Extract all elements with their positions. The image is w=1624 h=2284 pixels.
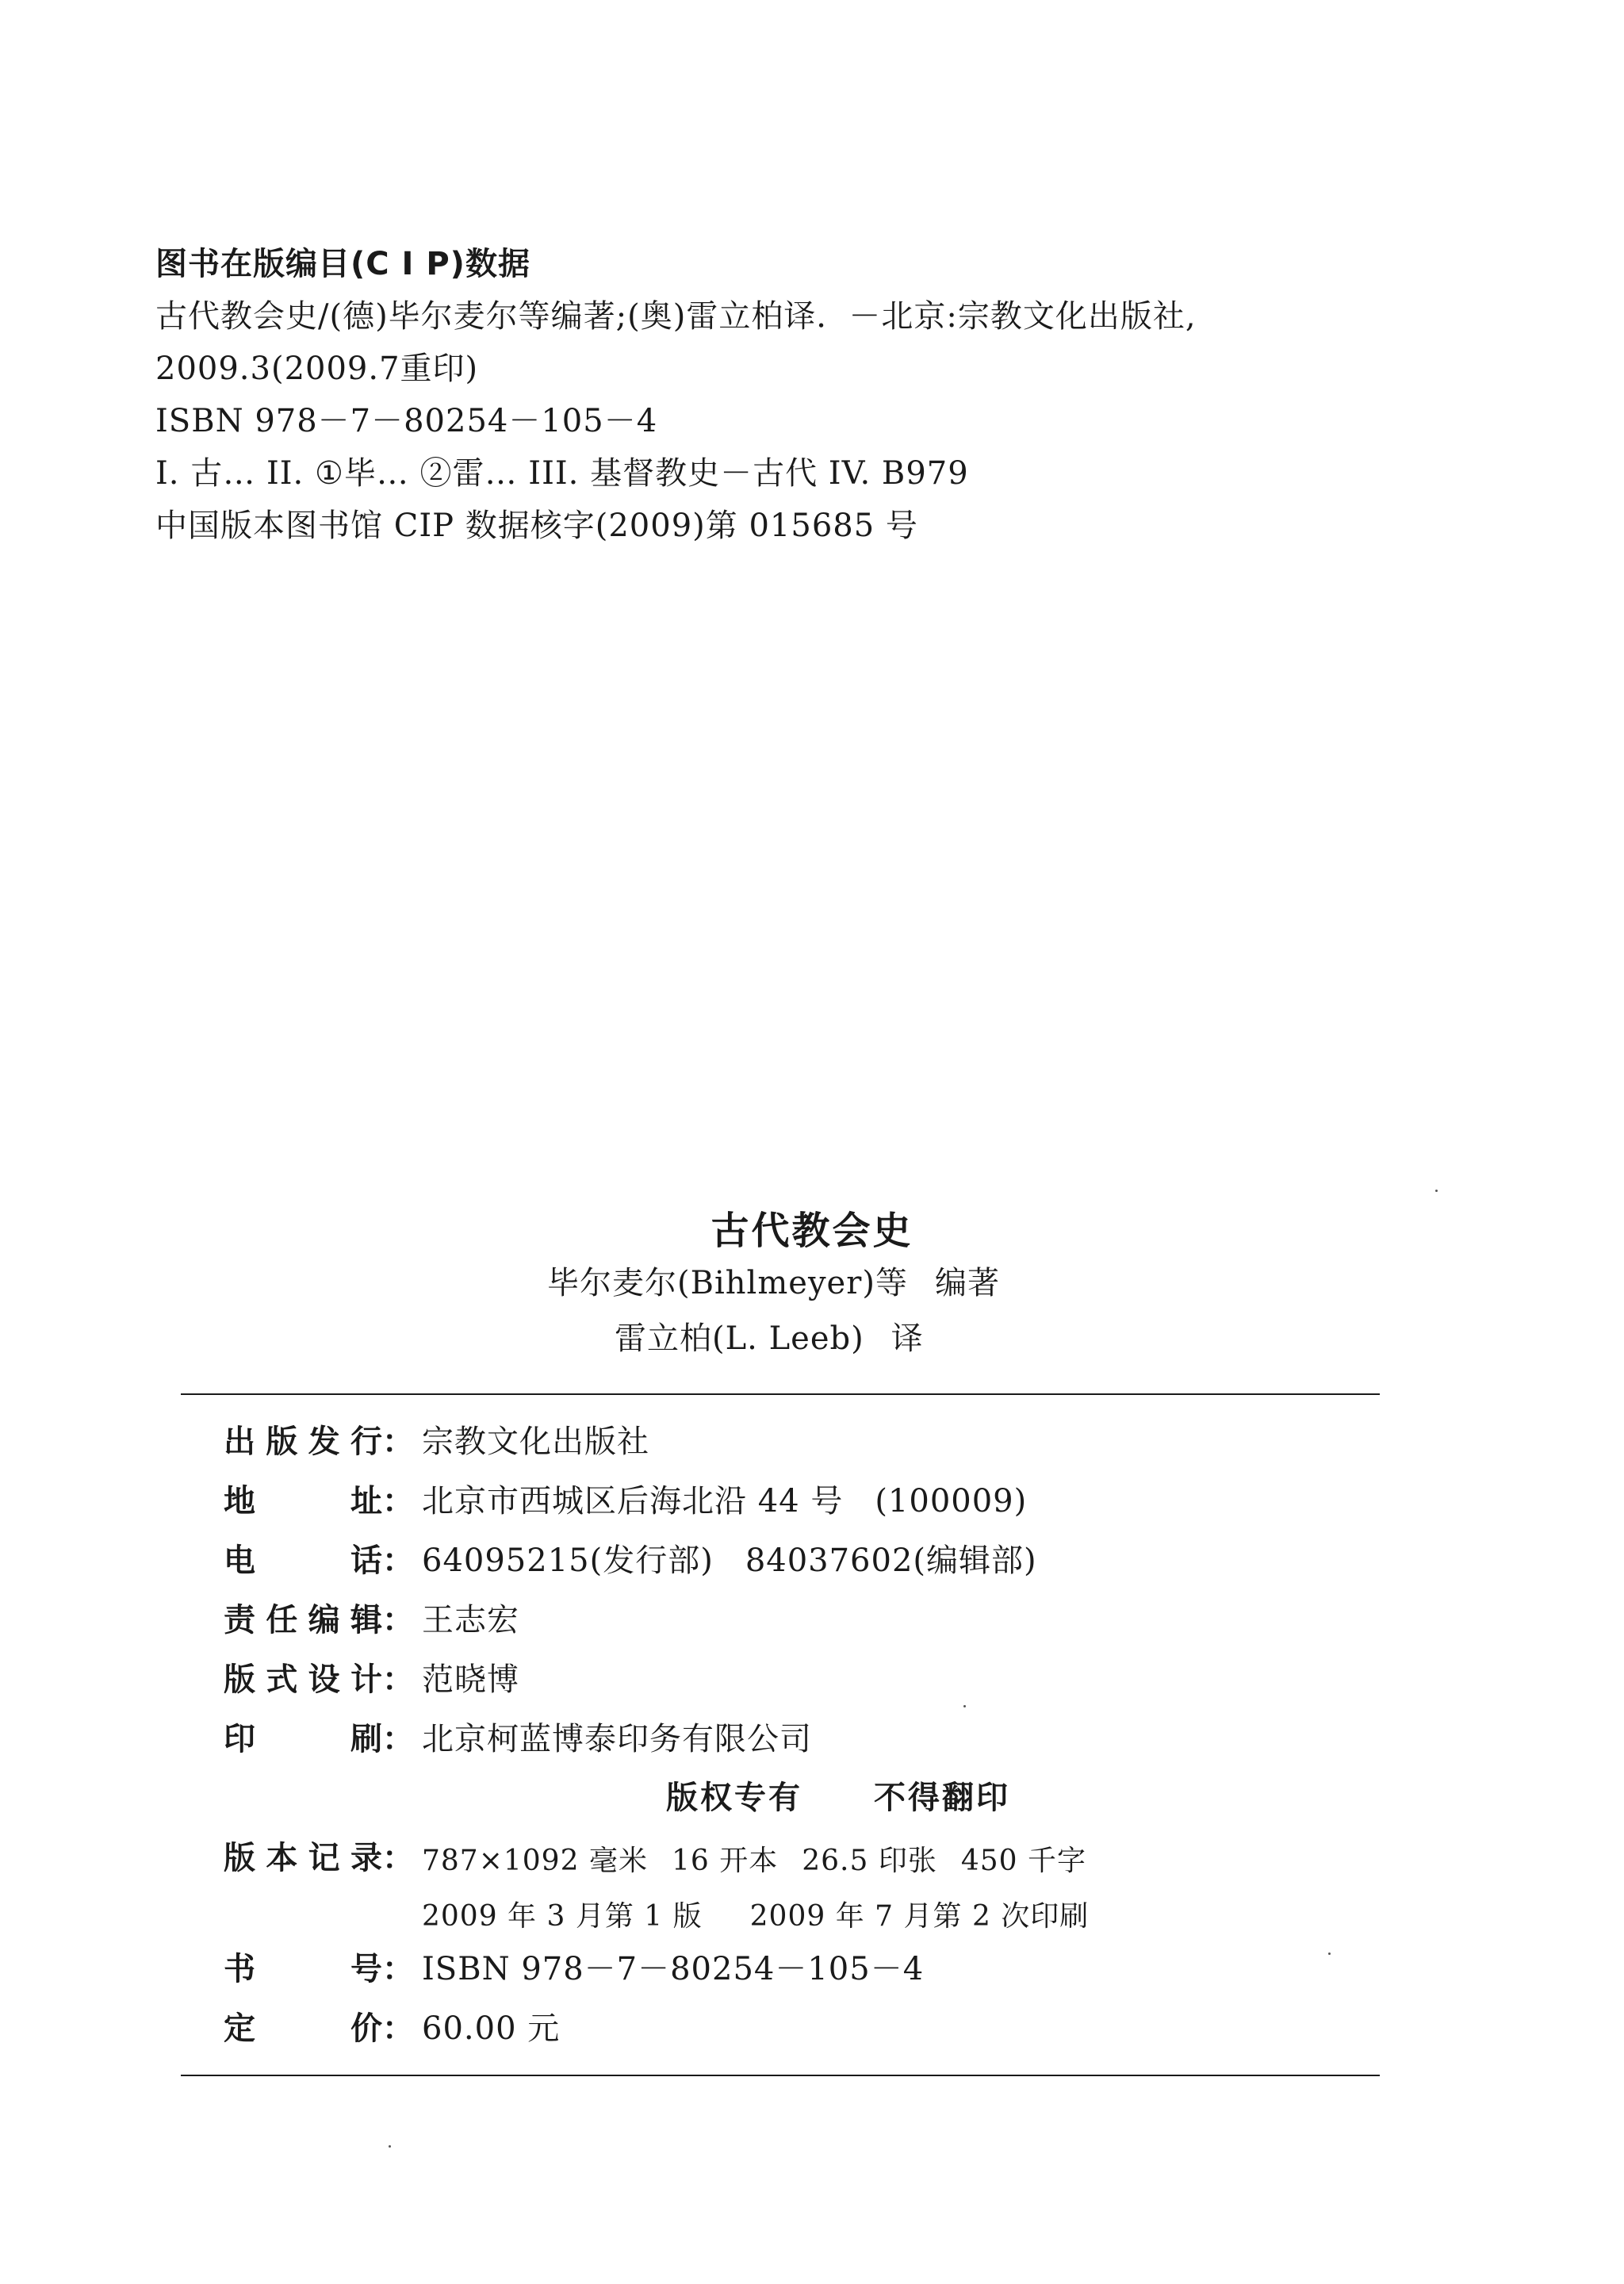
sheet-count: 26.5 印张 (802, 1845, 937, 1877)
no-reprint: 不得翻印 (874, 1780, 1010, 1816)
info-value (422, 1420, 649, 1464)
cip-line-cip-number: 中国版本图书馆 CIP 数据核字(2009)第 015685 号 (155, 508, 918, 544)
label-char: 任 (266, 1602, 298, 1638)
format: 16 开本 (671, 1845, 779, 1877)
info-value (422, 1947, 924, 1991)
label-colon: ： (382, 1542, 414, 1579)
label-char: 定 (224, 2010, 255, 2047)
label-colon: ： (382, 1602, 414, 1638)
translator-credit (615, 1316, 924, 1361)
cip-line-isbn: ISBN 978－7－80254－105－4 (155, 403, 658, 439)
info-row-printer (224, 1709, 1373, 1769)
top-rule (181, 1393, 1380, 1395)
editor-name: 王志宏 (422, 1602, 519, 1638)
info-label (224, 1657, 382, 1702)
label-char: 本 (266, 1840, 298, 1876)
info-row-isbn (224, 1939, 1373, 1998)
phone-editorial: 84037602(编辑部) (745, 1542, 1037, 1579)
scan-speck (963, 1705, 966, 1707)
label-colon: ： (382, 1951, 414, 1987)
price-value: 60.00 元 (422, 2010, 561, 2047)
info-label (224, 1420, 382, 1464)
label-char: 版 (224, 1661, 255, 1698)
label-char: 版 (224, 1840, 255, 1876)
label-colon: ： (382, 2010, 414, 2047)
cip-block (155, 238, 1503, 552)
label-char: 刷 (350, 1721, 382, 1757)
info-row-address (224, 1471, 1373, 1531)
info-row-edition (224, 1828, 1373, 1939)
info-label (224, 1947, 382, 1991)
translator-role: 译 (891, 1320, 924, 1357)
label-char: 址 (350, 1483, 382, 1519)
bottom-rule (181, 2075, 1380, 2076)
label-colon: ： (382, 1840, 414, 1876)
label-colon: ： (382, 1424, 414, 1460)
info-value (422, 1479, 1027, 1523)
author-credit (547, 1261, 1000, 1305)
label-char: 录 (350, 1840, 382, 1876)
translator-name: 雷立柏(L. Leeb) (615, 1320, 864, 1357)
scan-speck (1435, 1190, 1438, 1192)
second-printing: 2009 年 7 月第 2 次印刷 (749, 1900, 1090, 1933)
label-char: 设 (308, 1661, 340, 1698)
phone-distribution: 64095215(发行部) (422, 1542, 714, 1579)
info-label (224, 2006, 382, 2051)
label-char: 辑 (350, 1602, 382, 1638)
label-char: 印 (224, 1721, 255, 1757)
label-colon: ： (382, 1721, 414, 1757)
info-label (224, 1717, 382, 1761)
label-char: 地 (224, 1483, 255, 1519)
label-char: 价 (350, 2010, 382, 2047)
cip-line-citation: 古代教会史/(德)毕尔麦尔等编著;(奥)雷立柏译．－北京:宗教文化出版社, (155, 298, 1197, 335)
info-row-price (224, 1998, 1373, 2058)
copyright-notice (224, 1769, 1373, 1828)
publication-info (224, 1412, 1373, 2058)
info-label (224, 1539, 382, 1583)
info-value (422, 1598, 519, 1642)
edition-history (422, 1895, 1089, 1939)
publisher-name: 宗教文化出版社 (422, 1424, 649, 1460)
label-char: 电 (224, 1542, 255, 1579)
info-row-publisher (224, 1412, 1373, 1471)
scan-speck (1328, 1953, 1331, 1955)
copyright-reserved: 版权专有 (666, 1780, 802, 1816)
author-name: 毕尔麦尔(Bihlmeyer)等 (547, 1265, 908, 1301)
cip-line-date: 2009.3(2009.7重印) (155, 351, 479, 387)
paper-size: 787×1092 毫米 (422, 1845, 648, 1877)
info-value (422, 2006, 560, 2051)
info-row-phone (224, 1531, 1373, 1590)
label-char: 行 (350, 1424, 382, 1460)
label-char: 责 (224, 1602, 255, 1638)
label-char: 式 (266, 1661, 298, 1698)
info-row-editor (224, 1590, 1373, 1650)
address: 北京市西城区后海北沿 44 号 (422, 1483, 844, 1519)
info-label (224, 1479, 382, 1523)
label-colon: ： (382, 1483, 414, 1519)
label-char: 话 (350, 1542, 382, 1579)
printer-name: 北京柯蓝博泰印务有限公司 (422, 1721, 812, 1757)
label-char: 书 (224, 1951, 255, 1987)
label-char: 计 (350, 1661, 382, 1698)
postcode: (100009) (875, 1483, 1028, 1519)
info-value (422, 1717, 812, 1761)
info-row-designer (224, 1650, 1373, 1709)
author-role: 编著 (934, 1265, 1000, 1301)
cip-line-classification: I. 古… II. ①毕… ②雷… III. 基督教史－古代 IV. B979 (155, 455, 969, 492)
label-char: 编 (308, 1602, 340, 1638)
label-char: 号 (350, 1951, 382, 1987)
edition-format (422, 1839, 1086, 1884)
label-char: 出 (224, 1424, 255, 1460)
scan-speck (389, 2145, 391, 2148)
info-label (224, 1836, 382, 1880)
isbn-value: ISBN 978－7－80254－105－4 (422, 1951, 925, 1987)
label-char: 发 (308, 1424, 340, 1460)
first-edition: 2009 年 3 月第 1 版 (422, 1900, 703, 1933)
cip-heading: 图书在版编目(C I P)数据 (155, 246, 530, 282)
label-char: 版 (266, 1424, 298, 1460)
info-value (422, 1539, 1037, 1583)
info-value (422, 1657, 519, 1702)
info-label (224, 1598, 382, 1642)
label-char: 记 (308, 1840, 340, 1876)
label-colon: ： (382, 1661, 414, 1698)
word-count: 450 千字 (960, 1845, 1086, 1877)
designer-name: 范晓博 (422, 1661, 519, 1698)
book-title: 古代教会史 (710, 1209, 914, 1253)
